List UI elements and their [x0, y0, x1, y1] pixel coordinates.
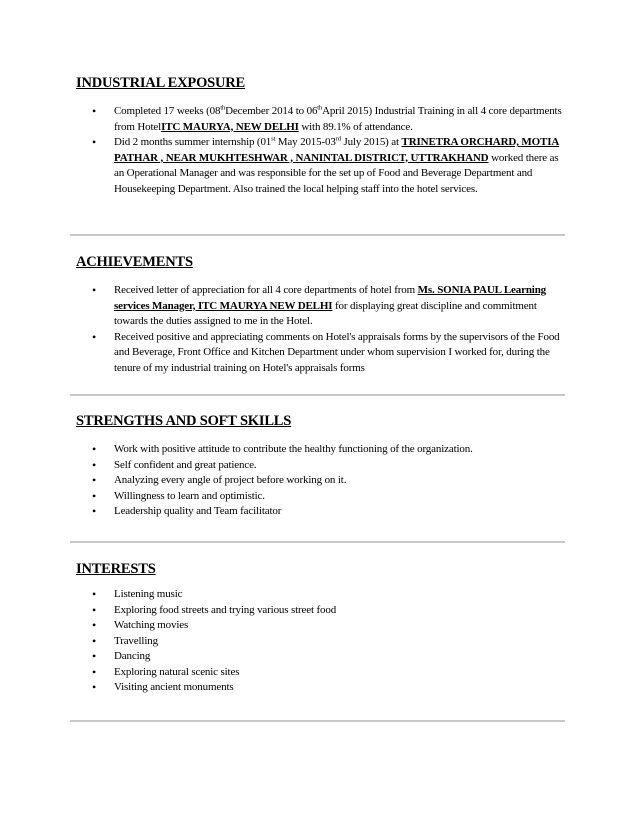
list-item: • Leadership quality and Team facilitator	[76, 504, 566, 520]
achievements-section	[76, 253, 566, 376]
list-item: • Travelling	[76, 634, 566, 650]
text: Completed 17 weeks (08	[114, 105, 221, 117]
interests-title: INTERESTS	[76, 561, 156, 577]
list-item: • Work with positive attitude to contribute the healthy functioning of the organization.	[76, 442, 566, 458]
hotel-name: ITC MAURYA, NEW DELHI	[161, 120, 299, 133]
superscript: th	[317, 104, 323, 112]
list-item: • Exploring natural scenic sites	[76, 665, 566, 681]
interests-list	[76, 587, 566, 696]
list-item: • Watching movies	[76, 618, 566, 634]
text: for displaying great discipline and commitment towards the duties assigned to me in the Hotel.	[114, 299, 537, 327]
list-item: • Visiting ancient monuments	[76, 680, 566, 696]
industrial-exposure-section	[76, 74, 566, 197]
achievements-title: ACHIEVEMENTS	[76, 254, 193, 270]
section-divider	[70, 234, 565, 236]
text: Did 2 months summer internship (01	[114, 136, 272, 148]
list-item: • Self confident and great patience.	[76, 458, 566, 474]
superscript: st	[271, 135, 276, 143]
appreciator-name: Ms. SONIA PAUL Learning services Manager, ITC MAURYA NEW DELHI	[114, 284, 547, 312]
list-item: • Listening music	[76, 587, 566, 603]
text: July 2015) at	[340, 136, 402, 148]
section-divider	[70, 394, 565, 396]
list-item	[76, 104, 566, 135]
list-item: • Received positive and appreciating comments on Hotel's appraisals forms by the supervisors of the Food and Beverage, Front Office and Kitchen Department under whom supervision I worked for, during the tenure of my industrial training on Hotel's appraisals forms	[76, 330, 566, 377]
list-item: • Analyzing every angle of project before working on it.	[76, 473, 566, 489]
text: worked there as an Operational Manager and was responsible for the set up of Food and Beverage Department and Housekeeping Department. Also trained the local helping staff into the hotel services.	[114, 151, 559, 195]
superscript: rd	[335, 135, 341, 143]
list-item: • Willingness to learn and optimistic.	[76, 489, 566, 505]
superscript: th	[220, 104, 226, 112]
industrial-exposure-title: INDUSTRIAL EXPOSURE	[76, 75, 246, 91]
text: April 2015) Industrial Training in all 4 core departments from Hotel	[114, 105, 562, 133]
section-divider	[70, 720, 565, 722]
list-item: • Dancing	[76, 649, 566, 665]
industrial-exposure-list	[76, 104, 566, 197]
interests-section	[76, 560, 566, 696]
text: with 89.1% of attendance.	[298, 120, 413, 133]
section-divider	[70, 541, 565, 543]
strengths-list	[76, 442, 566, 520]
text: Received letter of appreciation for all 4 core departments of hotel from	[114, 284, 418, 296]
text: December 2014 to 06	[225, 105, 318, 117]
list-item: • Exploring food streets and trying various street food	[76, 603, 566, 619]
text: May 2015-03	[275, 136, 336, 148]
list-item	[76, 283, 566, 330]
list-item	[76, 135, 566, 197]
strengths-section	[76, 412, 566, 520]
strengths-title: STRENGTHS AND SOFT SKILLS	[76, 413, 292, 429]
achievements-list	[76, 283, 566, 376]
internship-location: TRINETRA ORCHARD, MOTIA PATHAR , NEAR MUKHTESHWAR , NANINTAL DISTRICT, UTTRAKHAND	[114, 136, 560, 164]
